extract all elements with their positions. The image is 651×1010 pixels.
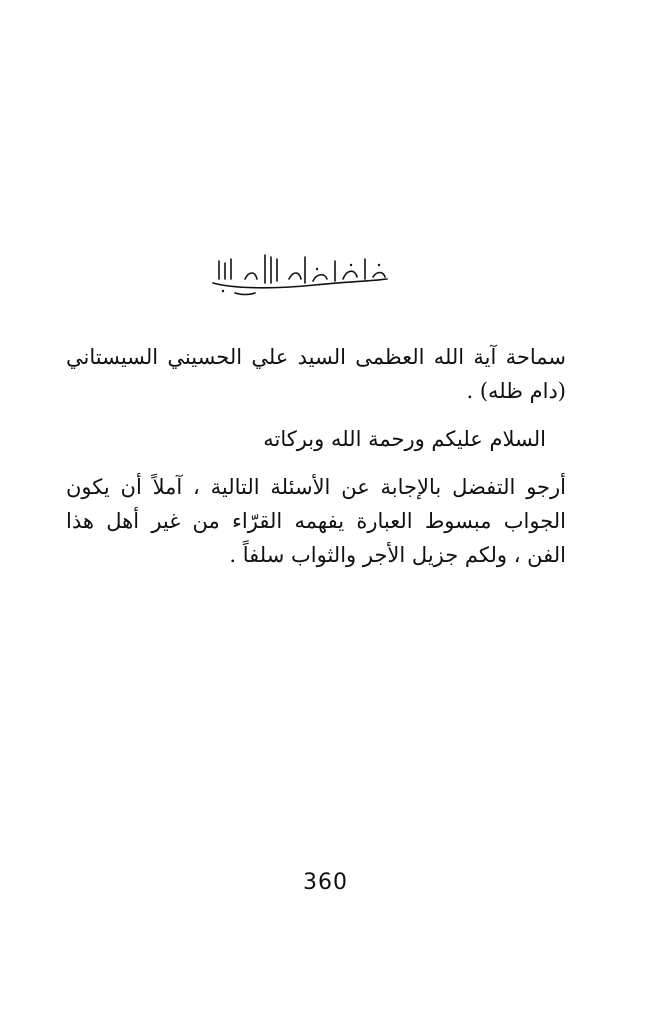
request-paragraph: أرجو التفضل بالإجابة عن الأسئلة التالية ، آملاً أن يكون الجواب مبسوط العبارة يفهمه القرّاء من غير أهل هذا الفن ، ولكم جزيل الأجر والثواب سلفاً . (66, 475, 566, 567)
page-number: 360 (303, 870, 348, 895)
letter-body (66, 340, 566, 572)
basmala-calligraphy-icon (205, 249, 395, 297)
basmala-calligraphy (200, 248, 400, 298)
addressee-line: سماحة آية الله العظمى السيد علي الحسيني السيستاني (دام ظله) . (66, 345, 566, 403)
greeting-line: السلام عليكم ورحمة الله وبركاته (263, 427, 546, 451)
